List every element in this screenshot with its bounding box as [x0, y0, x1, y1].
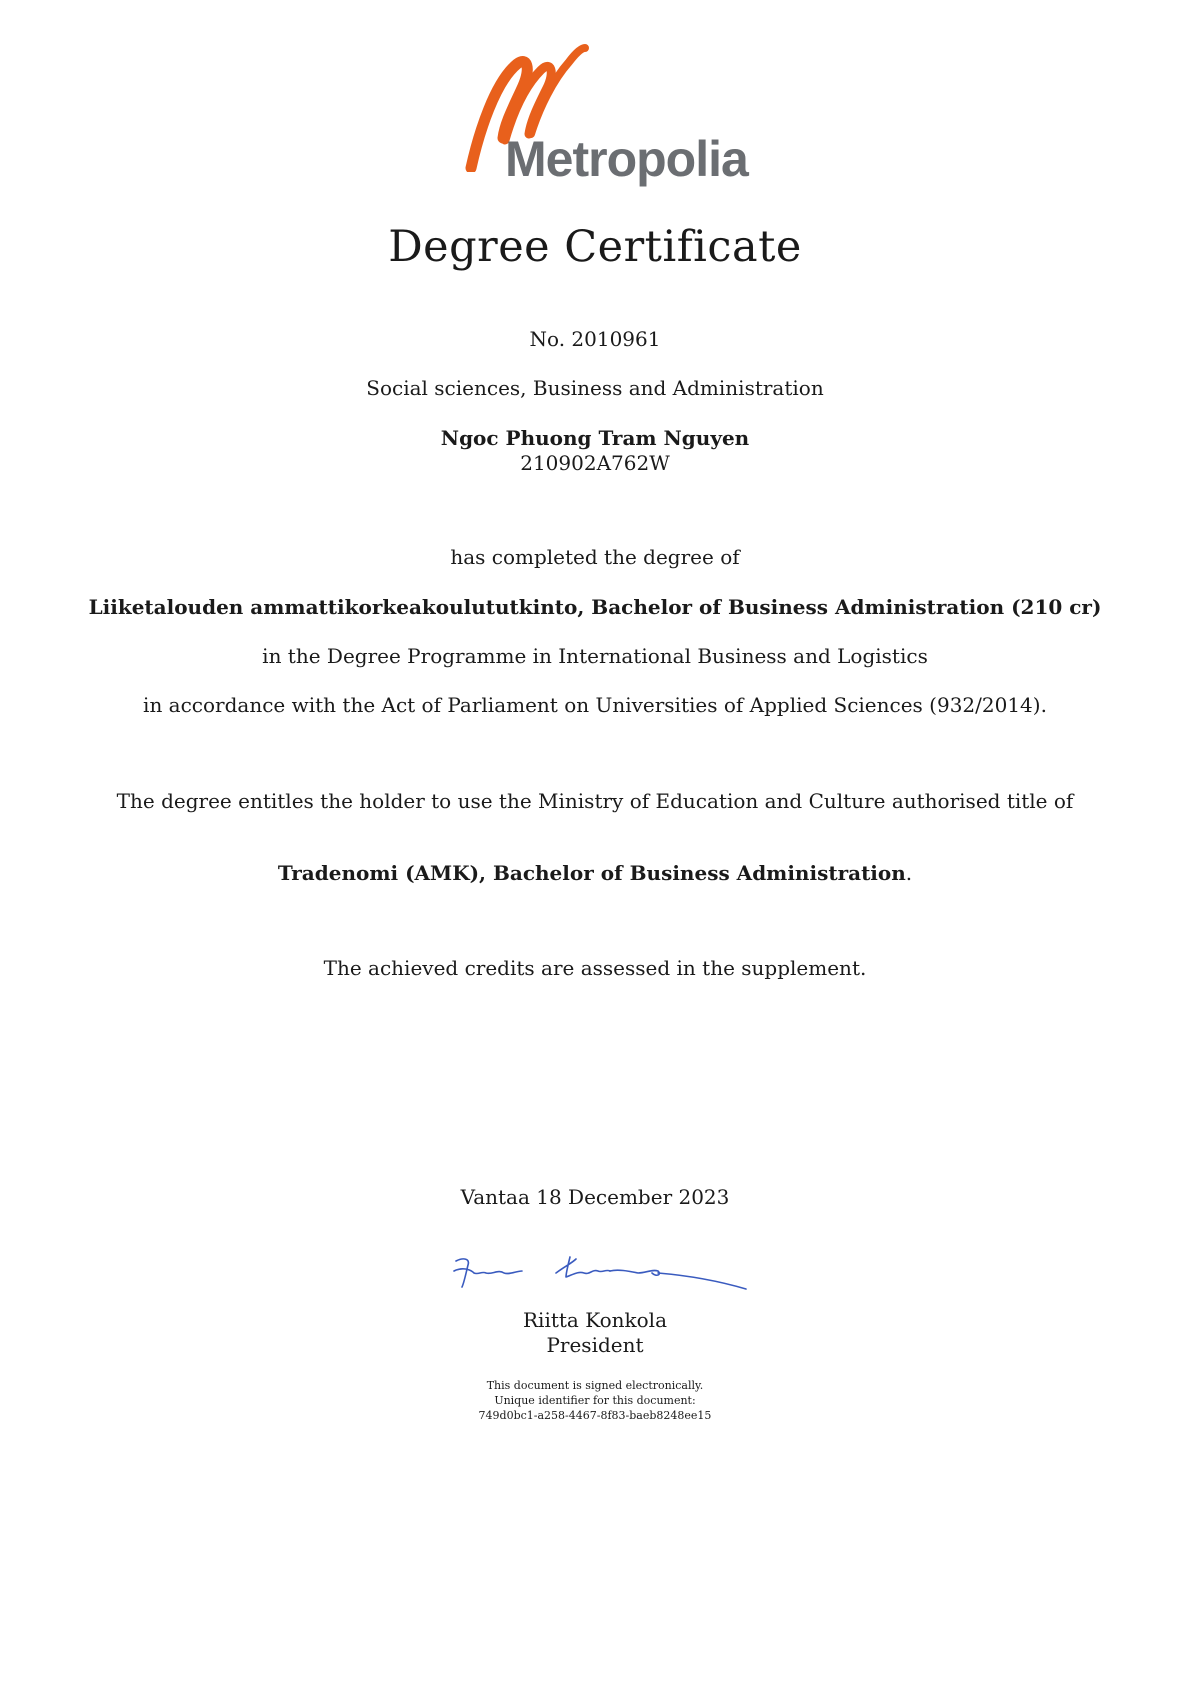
- entitles-text: The degree entitles the holder to use the Ministry of Education and Culture authorised title of: [116, 789, 1074, 813]
- degree-name: Liiketalouden ammattikorkeakoulututkinto, Bachelor of Business Administration (210 cr): [88, 595, 1102, 619]
- awarded-title: [0, 860, 1190, 886]
- awarded-title-suffix: .: [905, 861, 913, 885]
- esign-line-1: This document is signed electronically.: [486, 1379, 704, 1392]
- awarded-title-text: Tradenomi (AMK), Bachelor of Business Administration: [277, 861, 906, 885]
- signatory-role: President: [546, 1333, 644, 1357]
- page-title: Degree Certificate: [388, 222, 802, 272]
- signatory-name: Riitta Konkola: [522, 1308, 667, 1332]
- document-identifier: 749d0bc1-a258-4467-8f83-baeb8248ee15: [478, 1409, 712, 1422]
- logo-wordmark: Metropolia: [505, 131, 748, 187]
- holder-id: 210902A762W: [520, 451, 670, 475]
- completed-text: has completed the degree of: [450, 545, 740, 569]
- act-text: in accordance with the Act of Parliament on Universities of Applied Sciences (932/2014).: [143, 693, 1047, 717]
- esign-line-2: Unique identifier for this document:: [494, 1394, 696, 1407]
- handwritten-signature: [452, 1253, 752, 1303]
- field-of-study: Social sciences, Business and Administration: [366, 376, 824, 400]
- metropolia-logo: [465, 42, 748, 192]
- credits-note: The achieved credits are assessed in the supplement.: [323, 956, 867, 980]
- programme-text: in the Degree Programme in International Business and Logistics: [262, 644, 928, 668]
- holder-name: Ngoc Phuong Tram Nguyen: [440, 426, 750, 450]
- certificate-number: No. 2010961: [529, 327, 661, 351]
- place-date: Vantaa 18 December 2023: [460, 1185, 730, 1209]
